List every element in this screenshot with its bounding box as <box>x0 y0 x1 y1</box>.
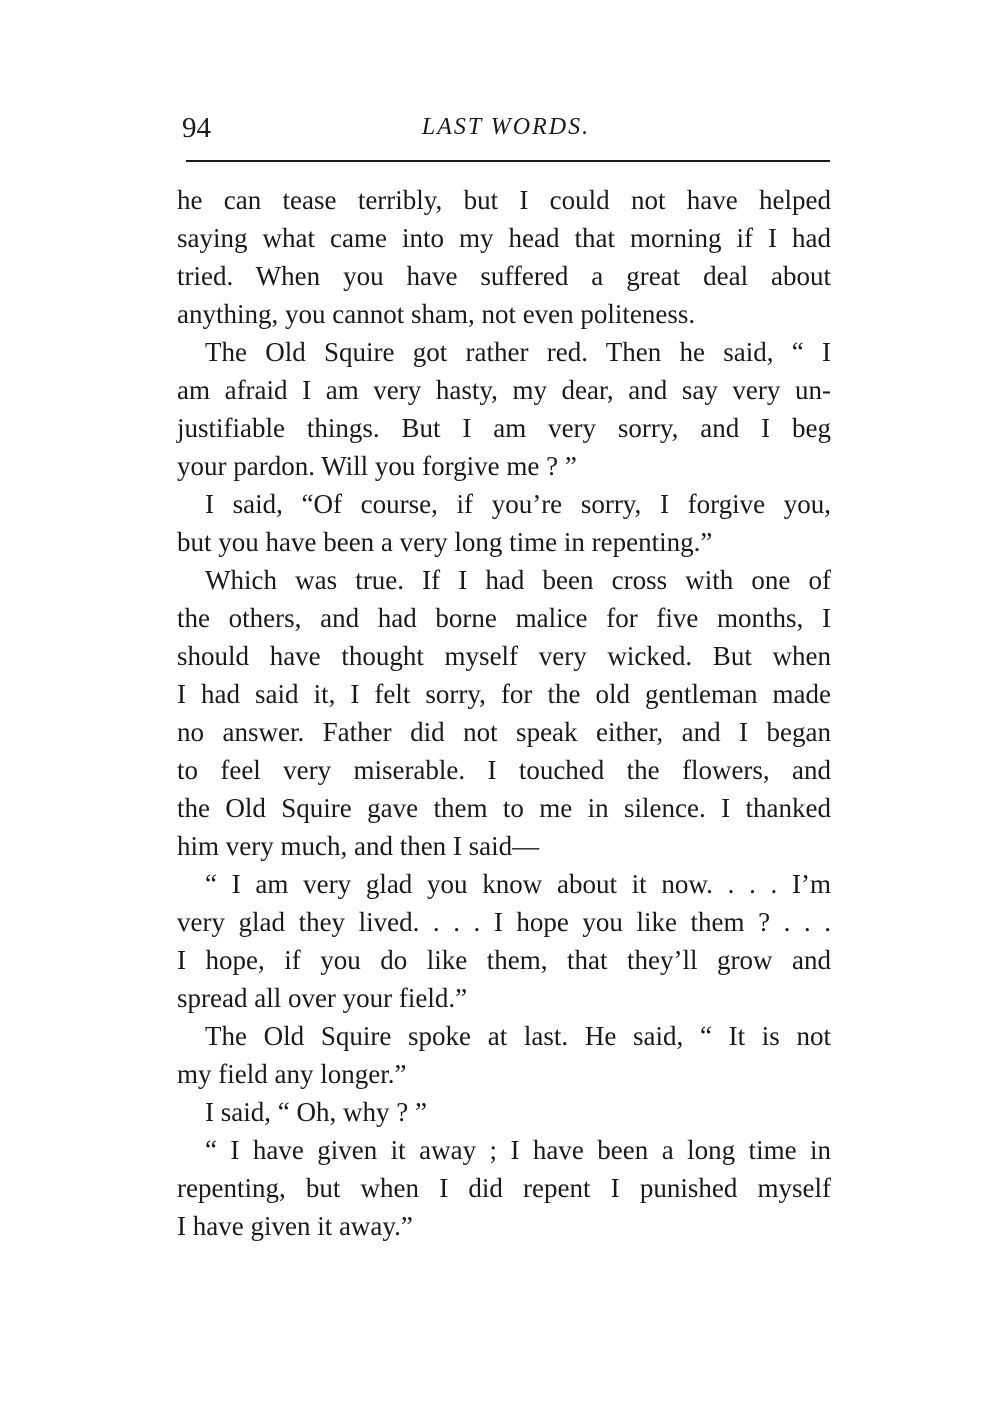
text-line: justifiable things. But I am very sorry, and I beg <box>177 413 831 443</box>
text-line: saying what came into my head that morning if I had <box>177 223 831 253</box>
text-line: I said, “ Oh, why ? ” <box>205 1097 427 1127</box>
text-line: I had said it, I felt sorry, for the old gentleman made <box>177 679 831 709</box>
text-line: no answer. Father did not speak either, and I began <box>177 717 831 747</box>
text-line: should have thought myself very wicked. But when <box>177 641 831 671</box>
header-rule <box>186 160 830 162</box>
text-line: the Old Squire gave them to me in silence. I thanked <box>177 793 831 823</box>
text-line: “ I am very glad you know about it now. . . . I’m <box>205 869 831 899</box>
running-title: LAST WORDS. <box>421 114 591 140</box>
text-line: spread all over your field.” <box>177 983 468 1013</box>
text-line: my field any longer.” <box>177 1059 407 1089</box>
text-line: very glad they lived. . . . I hope you like them ? . . . <box>177 907 831 937</box>
text-line: I said, “Of course, if you’re sorry, I forgive you, <box>205 489 831 519</box>
text-line: your pardon. Will you forgive me ? ” <box>177 451 577 481</box>
text-line: but you have been a very long time in repenting.” <box>177 527 713 557</box>
text-line: am afraid I am very hasty, my dear, and say very un- <box>177 375 831 405</box>
page-number: 94 <box>182 112 211 144</box>
text-line: I hope, if you do like them, that they’ll grow and <box>177 945 831 975</box>
text-line: “ I have given it away ; I have been a long time in <box>205 1135 831 1165</box>
text-line: he can tease terribly, but I could not have helped <box>177 185 831 215</box>
text-line: anything, you cannot sham, not even politeness. <box>177 299 696 329</box>
page-header <box>182 112 830 152</box>
text-line: him very much, and then I said— <box>177 831 540 861</box>
text-line: The Old Squire spoke at last. He said, “ It is not <box>205 1021 831 1051</box>
text-line: The Old Squire got rather red. Then he said, “ I <box>205 337 831 367</box>
body-text <box>177 181 831 1245</box>
text-line: to feel very miserable. I touched the flowers, and <box>177 755 831 785</box>
text-line: I have given it away.” <box>177 1211 413 1241</box>
text-line: the others, and had borne malice for five months, I <box>177 603 831 633</box>
text-line: tried. When you have suffered a great deal about <box>177 261 831 291</box>
text-line: repenting, but when I did repent I punished myself <box>177 1173 831 1203</box>
text-line: Which was true. If I had been cross with one of <box>205 565 831 595</box>
